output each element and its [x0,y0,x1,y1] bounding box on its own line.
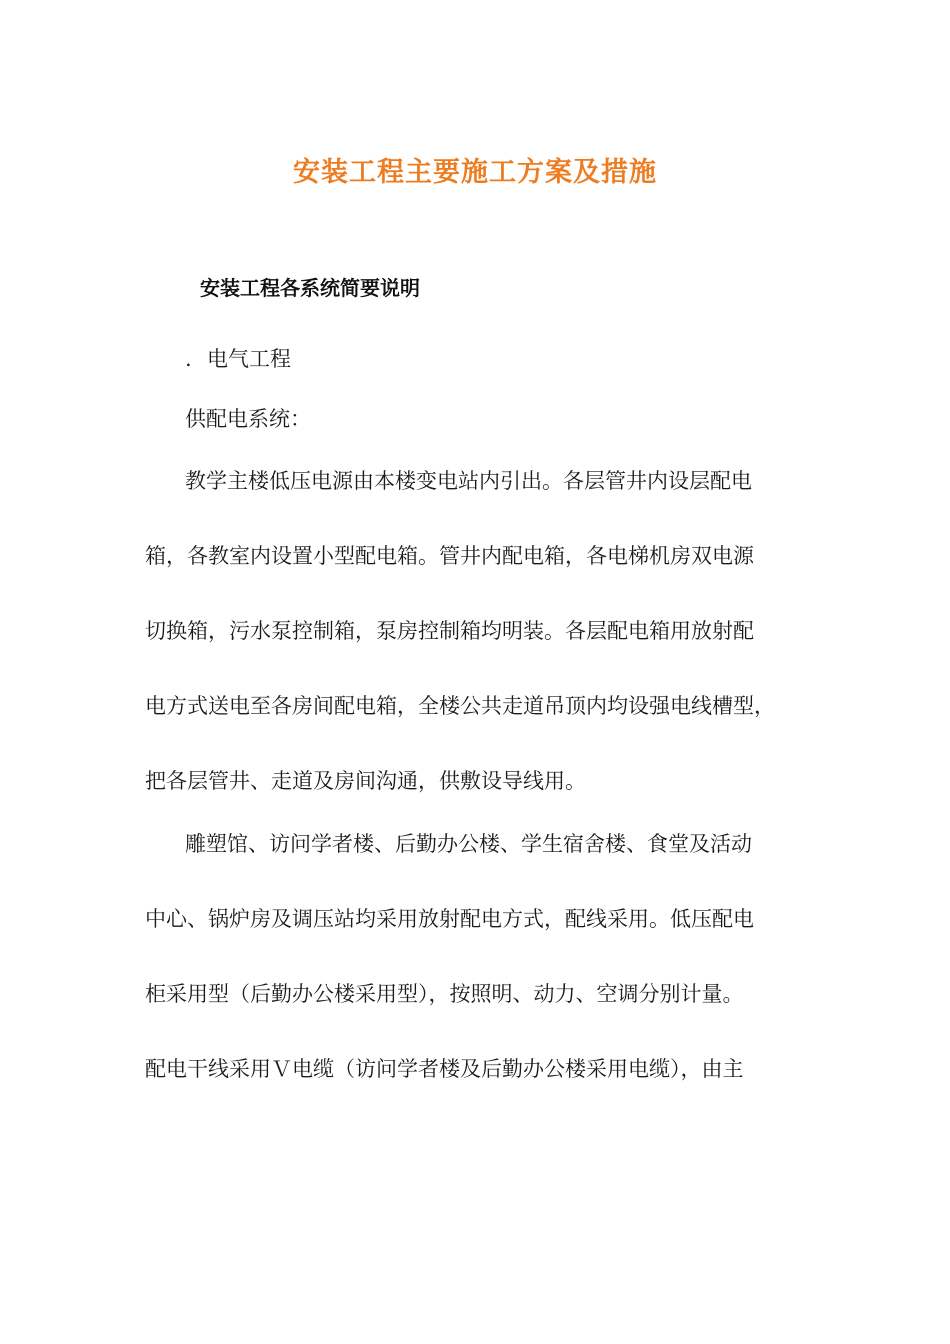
paragraph-2-line-2: 中心、锅炉房及调压站均采用放射配电方式，配线采用。低压配电 [145,907,754,931]
paragraph-1-line-2: 箱，各教室内设置小型配电箱。管井内配电箱，各电梯机房双电源 [145,544,754,568]
paragraph-1-line-3: 切换箱，污水泵控制箱，泵房控制箱均明装。各层配电箱用放射配 [145,619,754,643]
paragraph-1-line-5: 把各层管井、走道及房间沟通，供敷设导线用。 [145,769,586,793]
paragraph-1-line-4: 电方式送电至各房间配电箱，全楼公共走道吊顶内均设强电线槽型， [145,694,775,718]
paragraph-2-line-4: 配电干线采用Ｖ电缆（访问学者楼及后勤办公楼采用电缆），由主 [145,1057,744,1081]
sub-heading-marker: . [185,347,192,371]
sub-heading-text: 电气工程 [207,347,291,371]
paragraph-2-line-1: 雕塑馆、访问学者楼、后勤办公楼、学生宿舍楼、食堂及活动 [185,832,752,856]
paragraph-2-line-3: 柜采用型（后勤办公楼采用型），按照明、动力、空调分别计量。 [145,982,744,1006]
system-label: 供配电系统： [185,407,311,431]
paragraph-1-line-1: 教学主楼低压电源由本楼变电站内引出。各层管井内设层配电 [185,469,752,493]
document-title: 安装工程主要施工方案及措施 [293,157,657,188]
section-heading: 安装工程各系统简要说明 [200,276,420,300]
sub-heading [185,343,291,373]
